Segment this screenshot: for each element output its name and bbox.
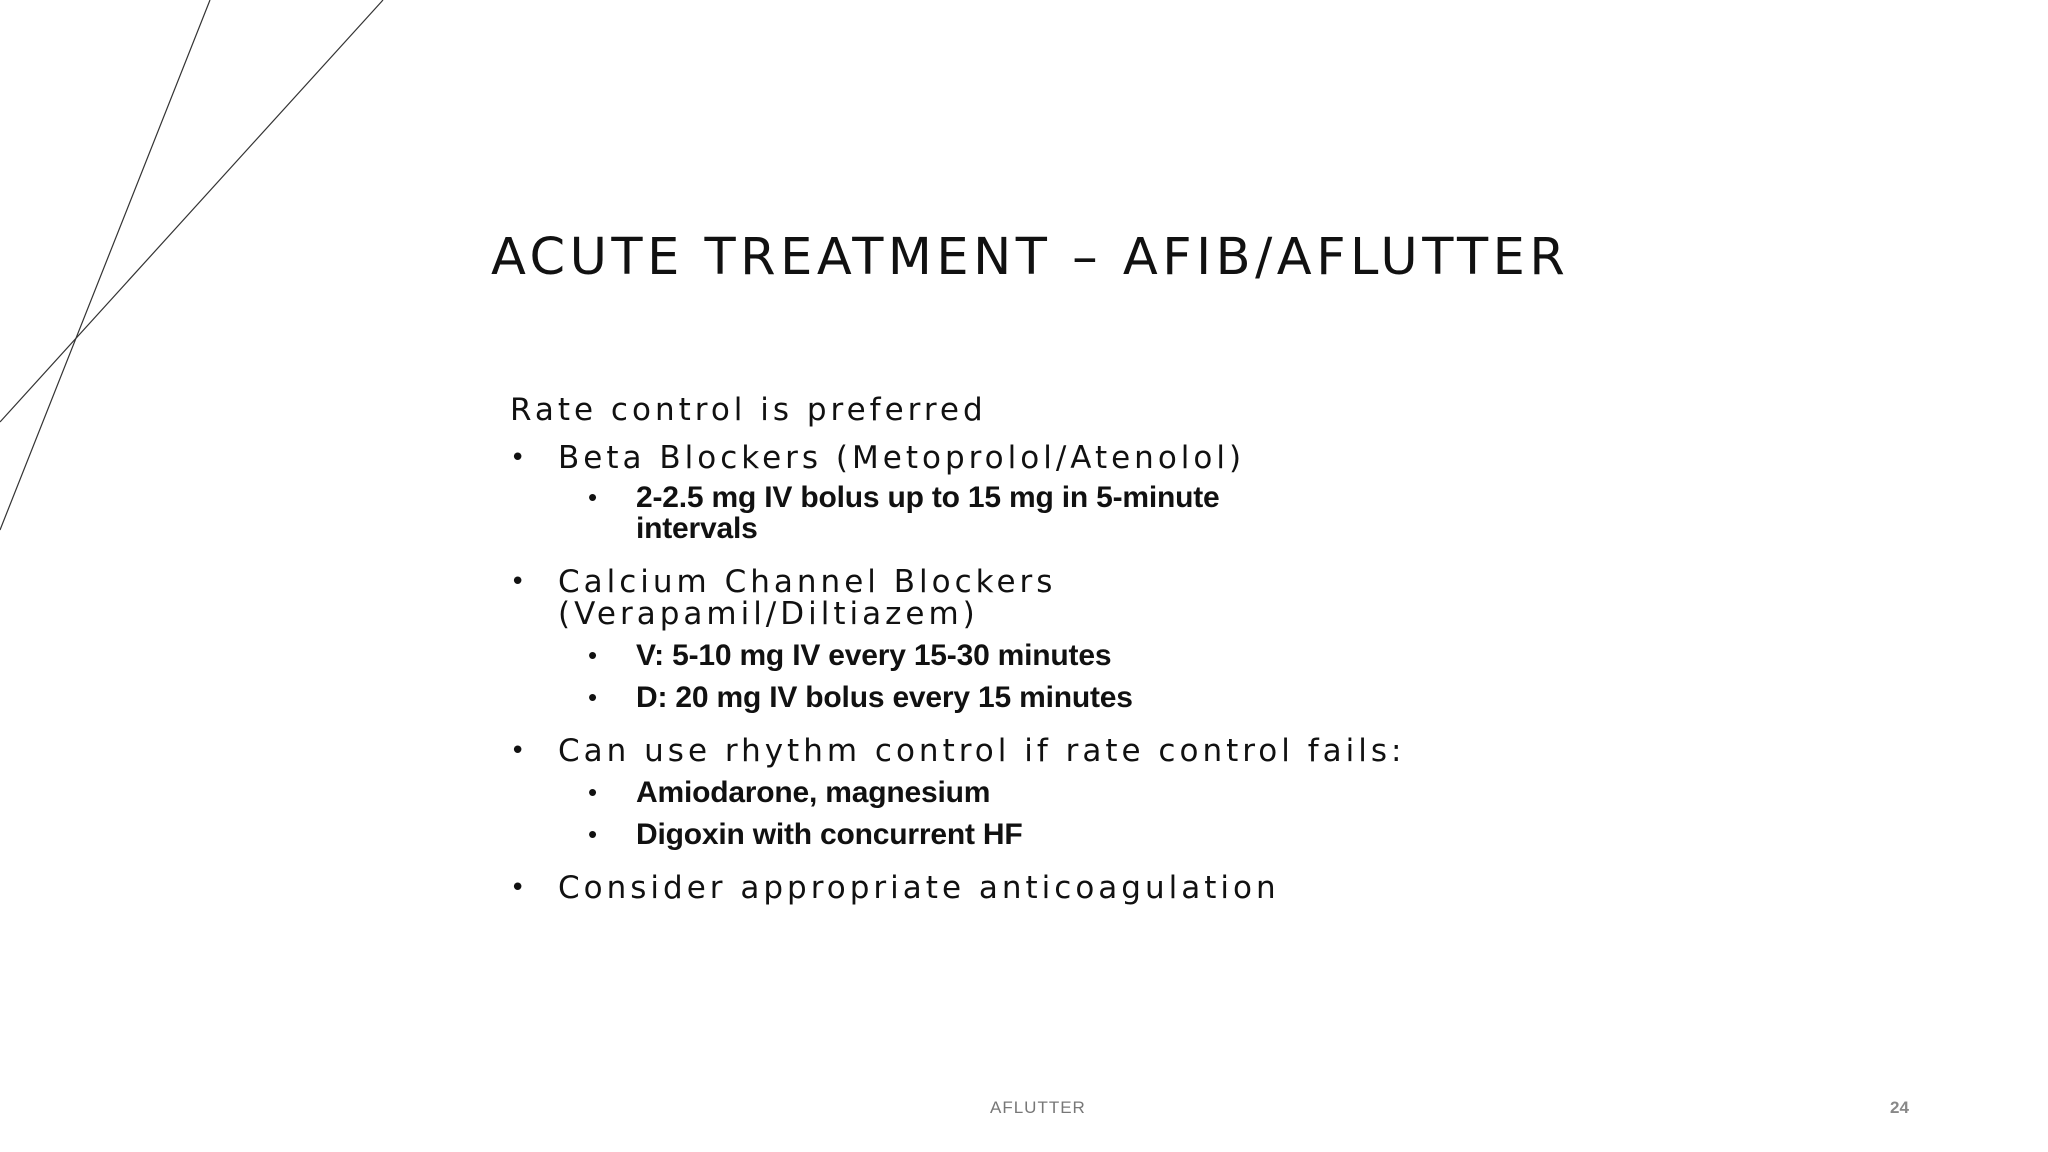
- sublist-item: [510, 482, 1330, 544]
- slide-body: [510, 390, 1410, 914]
- slide-title: ACUTE TREATMENT – AFIB/AFLUTTER: [491, 228, 1570, 287]
- sublist-item-label: 2-2.5 mg IV bolus up to 15 mg in 5-minute intervals: [636, 481, 1220, 545]
- bullet: •: [588, 819, 597, 849]
- list-item-label: Beta Blockers (Metoprolol/Atenolol): [558, 440, 1246, 476]
- bullet: •: [510, 873, 526, 903]
- bullet: •: [510, 567, 526, 597]
- bullet: •: [588, 482, 597, 512]
- list-item-beta-blockers: [510, 442, 1410, 474]
- decorative-lines: [0, 0, 400, 540]
- list-item-label: Calcium Channel Blockers (Verapamil/Diltiazem): [558, 564, 1057, 632]
- bullet: •: [588, 682, 597, 712]
- list-item-label: Can use rhythm control if rate control fails:: [558, 733, 1406, 769]
- sublist: [510, 777, 1410, 850]
- decorative-line-1: [0, 0, 210, 530]
- sublist: [510, 482, 1410, 544]
- page-number: 24: [1890, 1098, 1909, 1117]
- list-item-rhythm-control: [510, 735, 1458, 767]
- bullet: •: [510, 736, 526, 766]
- footer-text: AFLUTTER: [990, 1098, 1086, 1117]
- bullet: •: [510, 443, 526, 473]
- sublist-item-label: V: 5-10 mg IV every 15-30 minutes: [636, 639, 1112, 672]
- sublist-item: [510, 777, 1410, 808]
- sublist-item: [510, 640, 1410, 671]
- list-item-anticoagulation: [510, 872, 1458, 904]
- list-item-label: Consider appropriate anticoagulation: [558, 870, 1280, 906]
- sublist-item: [510, 682, 1410, 713]
- sublist-item-label: D: 20 mg IV bolus every 15 minutes: [636, 681, 1133, 714]
- list-item-calcium-channel-blockers: [510, 566, 1178, 630]
- bullet: •: [588, 777, 597, 807]
- bullet: •: [588, 640, 597, 670]
- sublist-item: [510, 819, 1410, 850]
- intro-text: Rate control is preferred: [510, 392, 987, 428]
- decorative-line-2: [0, 0, 383, 422]
- sublist-item-label: Amiodarone, magnesium: [636, 776, 991, 809]
- sublist: [510, 640, 1410, 713]
- sublist-item-label: Digoxin with concurrent HF: [636, 818, 1023, 851]
